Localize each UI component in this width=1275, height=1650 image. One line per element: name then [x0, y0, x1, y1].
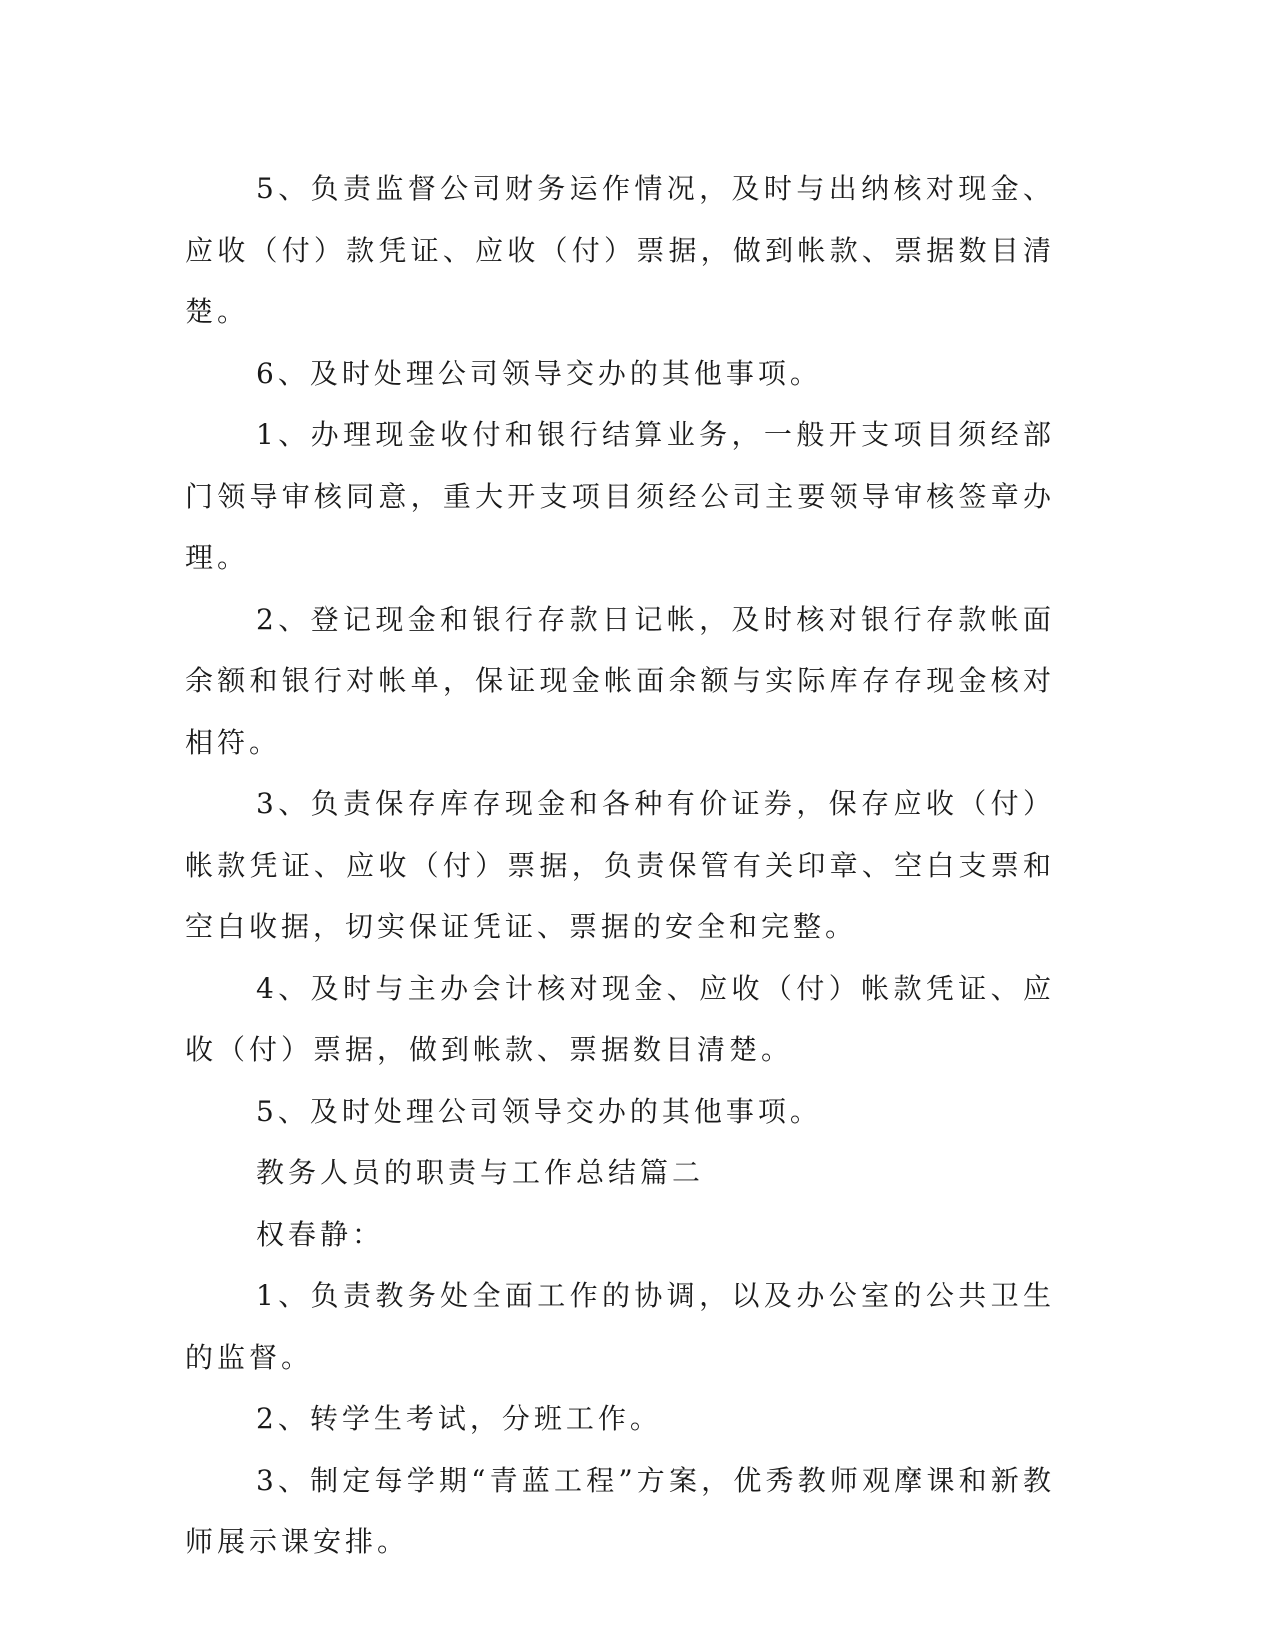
document-body [185, 158, 1055, 1573]
paragraph-cashier-duty-1: 1、办理现金收付和银行结算业务，一般开支项目须经部门领导审核同意，重大开支项目须经公司主要领导审核签章办理。 [185, 418, 1055, 574]
staff-name: 权春静： [256, 1217, 385, 1251]
paragraph-finance-duty-6: 6、及时处理公司领导交办的其他事项。 [256, 356, 822, 390]
paragraph-academic-duty-3: 3、制定每学期“青蓝工程”方案，优秀教师观摩课和新教师展示课安排。 [185, 1463, 1055, 1558]
paragraph-cashier-duty-5: 5、及时处理公司领导交办的其他事项。 [256, 1094, 822, 1128]
paragraph-academic-duty-1: 1、负责教务处全面工作的协调，以及办公室的公共卫生的监督。 [185, 1279, 1055, 1374]
paragraph-cashier-duty-4: 4、及时与主办会计核对现金、应收（付）帐款凭证、应收（付）票据，做到帐款、票据数目清楚。 [185, 971, 1055, 1066]
paragraph-cashier-duty-3: 3、负责保存库存现金和各种有价证券，保存应收（付）帐款凭证、应收（付）票据，负责保管有关印章、空白支票和空白收据，切实保证凭证、票据的安全和完整。 [185, 787, 1055, 943]
paragraph-cashier-duty-2: 2、登记现金和银行存款日记帐，及时核对银行存款帐面余额和银行对帐单，保证现金帐面余额与实际库存存现金核对相符。 [185, 602, 1055, 759]
paragraph-academic-duty-2: 2、转学生考试，分班工作。 [256, 1402, 662, 1435]
section-heading: 教务人员的职责与工作总结篇二 [256, 1156, 705, 1189]
paragraph-finance-duty-5: 5、负责监督公司财务运作情况，及时与出纳核对现金、应收（付）款凭证、应收（付）票据，做到帐款、票据数目清楚。 [185, 172, 1055, 328]
